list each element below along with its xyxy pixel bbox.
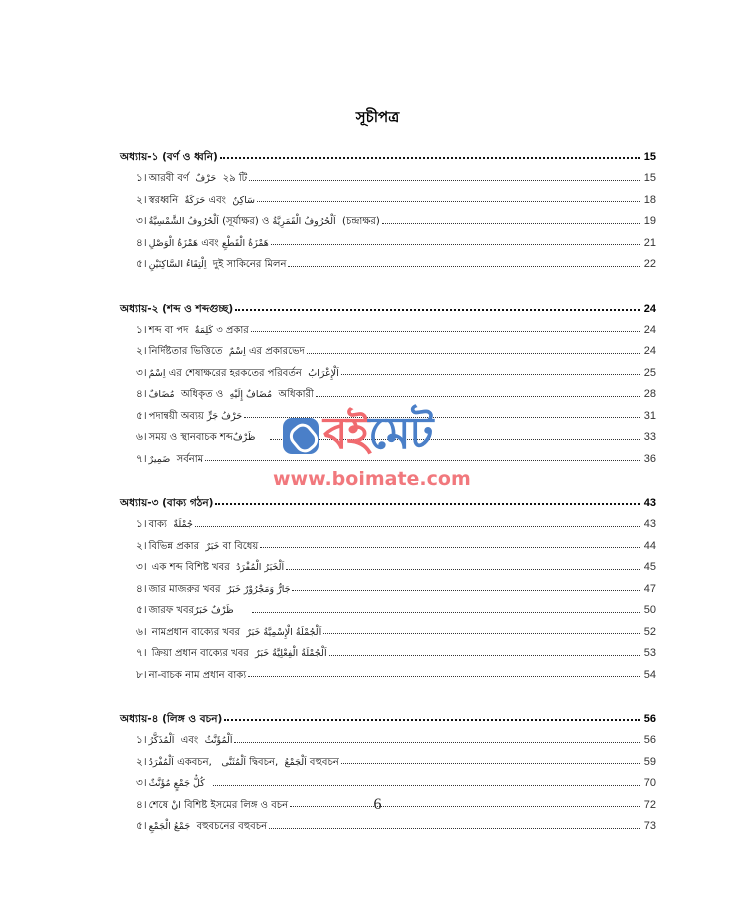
dot-leader [307, 352, 640, 354]
toc-entry[interactable] [120, 730, 656, 752]
entry-number: ৭। [136, 647, 147, 659]
entry-text: জার মাজরুর খবর جَارٌّ وَمَجْرُوْرٌ خَبَرٌ [148, 583, 291, 595]
dot-leader [235, 308, 640, 311]
page-ref: 36 [643, 452, 656, 465]
toc-entry[interactable] [120, 579, 656, 601]
entry-number: ২। [136, 193, 147, 206]
dot-leader [220, 156, 640, 159]
entry-text: اَلْحُرُوفُ الشَّمْسِيَّةُ (সূর্যাক্ষর) ও اَلْحُرُوفُ الْقَمَرِيَّةُ (চন্দ্রাক্ষর) [148, 216, 380, 227]
watermark-brand: বইমেট [323, 408, 433, 459]
dot-leader [205, 459, 640, 461]
entry-text: এক শব্দ বিশিষ্ট খবর اَلْخَبَرُ الْمُفْرَدُ [151, 562, 285, 573]
page-ref: 24 [643, 302, 656, 315]
entry-number: ১। [136, 323, 147, 336]
toc-entry[interactable] [120, 816, 656, 838]
page-ref: 45 [643, 561, 656, 573]
dot-leader [244, 416, 640, 418]
dot-leader [213, 784, 640, 786]
entry-number: ৫। [136, 820, 147, 832]
page-ref: 31 [643, 409, 656, 422]
page-ref: 54 [643, 668, 656, 681]
chapter-2 [120, 298, 656, 471]
toc-entry[interactable] [120, 384, 656, 406]
entry-text: اِسْمٌ এর শেষাক্ষরের হরকতের পরিবর্তন اَلْإِعْرَابُ [148, 367, 339, 379]
toc-entry[interactable] [120, 341, 656, 363]
entry-text: مُضَافٌ অধিকৃত ও مُضَافٌ إِلَيْهِ অধিকারী [148, 389, 314, 400]
page-ref: 19 [643, 215, 656, 227]
page-ref: 52 [643, 625, 656, 638]
dot-leader [341, 762, 640, 764]
entry-text: পদান্বয়ী অব্যয় حَرْفُ جَرٍّ [148, 410, 243, 422]
table-of-contents [120, 146, 656, 860]
dot-leader [248, 675, 640, 677]
chapter-title: অধ্যায়-৩ (বাক্য গঠন) [120, 497, 214, 509]
toc-entry[interactable] [120, 449, 656, 471]
entry-number: ৪। [136, 236, 147, 249]
entry-number: ৪। [136, 798, 147, 811]
entry-number: ৬। [136, 431, 147, 443]
toc-entry[interactable] [120, 665, 656, 687]
page-ref: 24 [643, 345, 656, 357]
entry-number: ২। [136, 539, 147, 552]
toc-entry[interactable] [120, 622, 656, 644]
toc-entry[interactable] [120, 557, 656, 579]
chapter-4 [120, 708, 656, 838]
page-ref: 73 [643, 820, 656, 832]
entry-number: ৭। [136, 452, 147, 465]
entry-text: সময় ও স্থানবাচক শব্দظَرْفٌ [148, 432, 256, 443]
entry-number: ৩। [136, 366, 147, 379]
page-ref: 21 [643, 236, 656, 249]
entry-number: ৩। [136, 561, 147, 573]
entry-number: ২। [136, 755, 147, 768]
page-ref: 44 [643, 539, 656, 552]
page-ref: 15 [643, 151, 656, 163]
dot-leader [316, 395, 640, 397]
page-ref: 56 [643, 713, 656, 725]
entry-text: না-বাচক নাম প্রধান বাক্য [148, 669, 247, 681]
toc-entry[interactable] [120, 168, 656, 190]
entry-number: ৪। [136, 582, 147, 595]
entry-number: ৫। [136, 604, 147, 616]
watermark-url: www.boimate.com [273, 468, 471, 490]
dot-leader [271, 243, 640, 245]
entry-text: বিভিন্ন প্রকার خَبَرٌ বা বিধেয় [148, 540, 259, 552]
entry-text: নামপ্রধান বাক্যের খবর اَلْجُمْلَةُ الْإِسْمِيَّةُ خَبَرٌ [151, 626, 322, 638]
page-ref: 72 [643, 798, 656, 811]
entry-text: বাক্য جُمْلَةٌ [148, 519, 193, 530]
toc-entry[interactable] [120, 427, 656, 449]
entry-text: ক্রিয়া প্রধান বাক্যের খবর اَلْجُمْلَةُ الْفِعْلِيَّةُ خَبَرٌ [151, 648, 327, 659]
dot-leader [286, 568, 640, 570]
page-ref: 70 [643, 777, 656, 789]
entry-text: هَمْزَةُ الْوَصْلِ এবং هَمْزَةُ الْقَطْعِ [148, 237, 269, 249]
page-ref: 33 [643, 431, 656, 443]
entry-text: শব্দ বা পদ كَلِمَةٌ ৩ প্রকার [148, 324, 249, 336]
dot-leader [323, 632, 640, 634]
dot-leader [234, 741, 640, 743]
entry-number: ৬। [136, 625, 147, 638]
dot-leader [224, 718, 640, 721]
page-ref: 47 [643, 582, 656, 595]
page-ref: 56 [643, 734, 656, 746]
dot-leader [251, 330, 640, 332]
entry-number: ৪। [136, 388, 147, 400]
entry-number: ৮। [136, 668, 147, 681]
page-ref: 43 [643, 518, 656, 530]
dot-leader [257, 200, 640, 202]
chapter-3 [120, 492, 656, 686]
chapter-heading[interactable] [120, 708, 656, 730]
dot-leader [270, 438, 640, 440]
chapter-title: অধ্যায়-১ (বর্ণ ও ধ্বনি) [120, 151, 218, 163]
entry-number: ৫। [136, 409, 147, 422]
dot-leader [215, 502, 640, 505]
toc-entry[interactable] [120, 752, 656, 774]
page-ref: 59 [643, 755, 656, 768]
entry-text: اَلْمُفْرَدُ একবচন, اَلْمُثَنَّى দ্বিবচন, اَلْجَمْعُ বহুবচন [148, 756, 339, 768]
page-ref: 53 [643, 647, 656, 659]
toc-entry[interactable] [120, 406, 656, 428]
toc-entry[interactable] [120, 320, 656, 342]
toc-entry[interactable] [120, 211, 656, 233]
entry-text: শেষে انْ বিশিষ্ট ইসমের লিঙ্গ ও বচন [148, 799, 289, 811]
dot-leader [292, 589, 640, 591]
entry-text: جَمْعُ الْجَمْعِ বহুবচনের বহুবচন [148, 821, 268, 832]
page-ref: 28 [643, 388, 656, 400]
dot-leader [195, 525, 640, 527]
toc-entry[interactable] [120, 514, 656, 536]
toc-entry[interactable] [120, 536, 656, 558]
entry-text: জারফ খবরظَرْفٌ خَبَرٌ [148, 605, 234, 616]
page-ref: 15 [643, 172, 656, 184]
entry-number: ২। [136, 345, 147, 357]
chapter-heading[interactable] [120, 492, 656, 514]
page-title: সূচীপত্র [355, 108, 400, 126]
entry-number: ১। [136, 518, 147, 530]
entry-text: ضَمِيرٌ সর্বনাম [148, 453, 204, 465]
entry-number: ১। [136, 172, 147, 184]
page-ref: 18 [643, 193, 656, 206]
toc-entry[interactable] [120, 600, 656, 622]
page-ref: 50 [643, 604, 656, 616]
page-ref: 24 [643, 323, 656, 336]
dot-leader [382, 222, 640, 224]
toc-entry[interactable] [120, 773, 656, 795]
dot-leader [329, 654, 640, 656]
chapter-1 [120, 146, 656, 276]
dot-leader [288, 265, 640, 267]
chapter-title: অধ্যায়-২ (শব্দ ও শব্দগুচ্ছ) [120, 302, 234, 315]
toc-entry[interactable] [120, 233, 656, 255]
page-ref: 25 [643, 366, 656, 379]
dot-leader [341, 373, 640, 375]
dot-leader [249, 179, 640, 181]
entry-text: স্বরধ্বনি حَرَكَةٌ এবং سَاكِنٌ [148, 194, 255, 206]
toc-entry[interactable] [120, 254, 656, 276]
entry-text: كُلُّ جَمْعٍ مُؤَنَّثٌ [148, 778, 205, 789]
toc-entry[interactable] [120, 643, 656, 665]
dot-leader [252, 611, 640, 613]
entry-number: ৩। [136, 215, 147, 227]
entry-text: اَلْمُذَكَّرُ এবং اَلْمُؤَنَّثُ [148, 735, 233, 746]
page-number: 6 [373, 796, 382, 813]
dot-leader [269, 827, 640, 829]
toc-entry[interactable] [120, 190, 656, 212]
entry-text: নির্দিষ্টতার ভিত্তিতে اِسْمٌ এর প্রকারভেদ [148, 346, 305, 357]
entry-number: ১। [136, 734, 147, 746]
entry-number: ৩। [136, 777, 147, 789]
page-ref: 22 [643, 258, 656, 270]
dot-leader [260, 546, 640, 548]
entry-text: আরবী বর্ণ حَرْفٌ ২৯ টি [148, 173, 248, 184]
page-ref: 43 [643, 497, 656, 509]
entry-text: اِلْتِقَاءُ السَّاكِنَيْنِ দুই সাকিনের মিলন [148, 259, 287, 270]
chapter-heading[interactable] [120, 298, 656, 320]
chapter-heading[interactable] [120, 146, 656, 168]
chapter-title: অধ্যায়-৪ (লিঙ্গ ও বচন) [120, 713, 223, 725]
toc-entry[interactable] [120, 363, 656, 385]
entry-number: ৫। [136, 258, 147, 270]
